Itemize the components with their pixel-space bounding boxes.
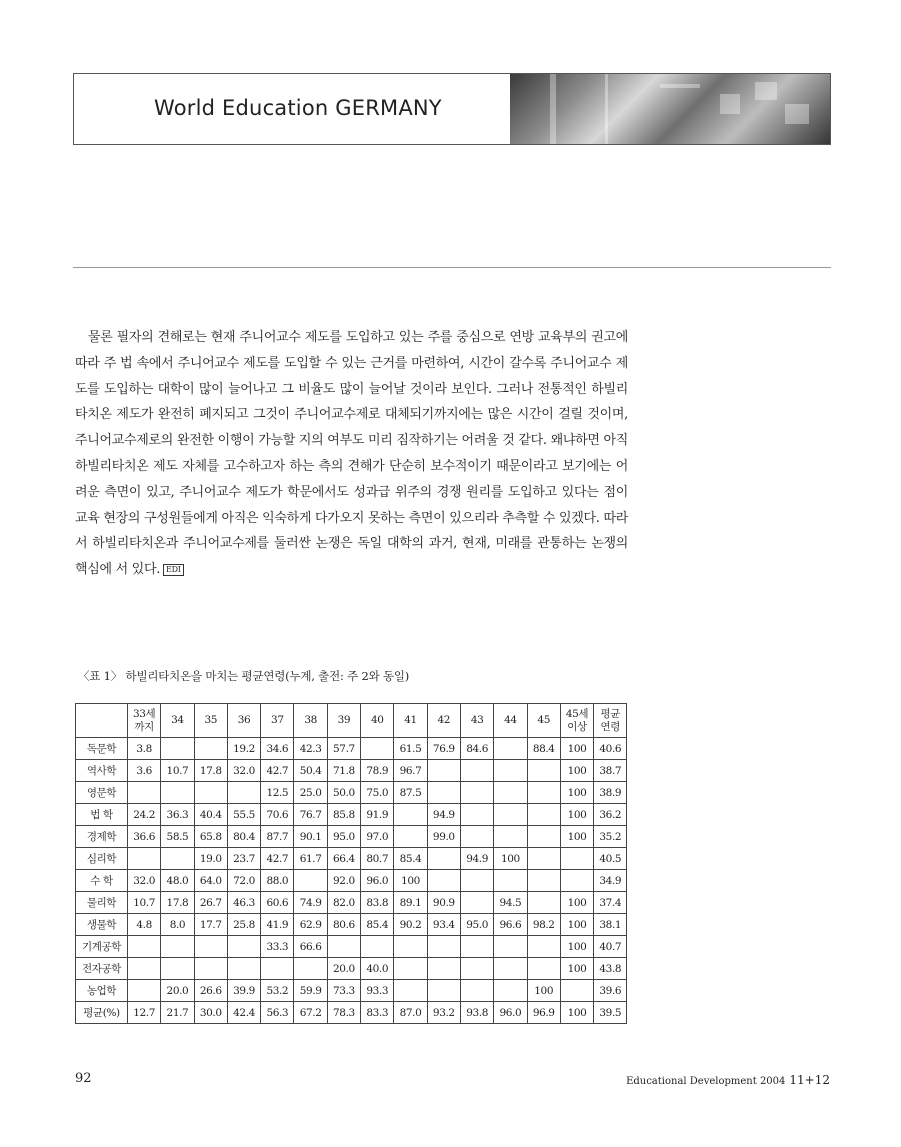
table-header-cell: 34 [161,704,194,738]
table-cell [394,826,427,848]
table-cell: 100 [527,980,560,1002]
table-header-cell: 42 [427,704,460,738]
table-cell: 96.0 [361,870,394,892]
table-cell: 36.3 [161,804,194,826]
table-cell: 4.8 [128,914,161,936]
table-row [76,826,627,848]
table-cell [527,892,560,914]
table-cell: 90.9 [427,892,460,914]
table-cell [460,804,493,826]
table-cell [394,936,427,958]
table-cell: 38.9 [594,782,627,804]
section-title: World Education GERMANY [154,96,442,120]
table-cell: 85.8 [327,804,360,826]
table-cell: 67.2 [294,1002,327,1024]
table-cell: 70.6 [261,804,294,826]
table-cell [494,760,527,782]
table-cell: 90.2 [394,914,427,936]
table-header-cell: 38 [294,704,327,738]
table-cell: 96.7 [394,760,427,782]
table-cell [227,958,260,980]
table-cell: 100 [560,892,593,914]
row-label-cell: 역사학 [76,760,128,782]
table-cell: 90.1 [294,826,327,848]
table-cell: 36.2 [594,804,627,826]
table-cell: 100 [560,936,593,958]
table-header-cell: 33세 까지 [128,704,161,738]
table-cell [394,804,427,826]
table-cell: 42.3 [294,738,327,760]
row-label-cell: 법 학 [76,804,128,826]
table-cell: 97.0 [361,826,394,848]
table-cell [161,958,194,980]
table-cell: 65.8 [194,826,227,848]
table-cell: 26.6 [194,980,227,1002]
table-cell: 35.2 [594,826,627,848]
table-header-cell: 39 [327,704,360,738]
table-cell [128,958,161,980]
table-cell [494,804,527,826]
table-cell: 94.5 [494,892,527,914]
table-cell: 100 [560,760,593,782]
table-cell: 89.1 [394,892,427,914]
table-cell: 93.3 [361,980,394,1002]
table-cell: 39.5 [594,1002,627,1024]
table-cell: 91.9 [361,804,394,826]
table-cell: 62.9 [294,914,327,936]
table-cell: 57.7 [327,738,360,760]
table-cell: 95.0 [460,914,493,936]
table-cell [161,936,194,958]
table-cell: 43.8 [594,958,627,980]
table-cell: 100 [560,782,593,804]
table-header-row [76,704,627,738]
table-cell: 48.0 [161,870,194,892]
table-cell: 75.0 [361,782,394,804]
table-cell: 100 [560,738,593,760]
table-cell [527,870,560,892]
table-cell [427,958,460,980]
table-cell [327,936,360,958]
table-cell: 3.8 [128,738,161,760]
table-cell: 71.8 [327,760,360,782]
table-cell: 76.9 [427,738,460,760]
table-cell: 25.0 [294,782,327,804]
journal-footer [626,1073,830,1087]
table-header-cell: 45세 이상 [560,704,593,738]
table-caption: 〈표 1〉 하빌리타치온을 마치는 평균연령(누계, 출전: 주 2와 동일) [78,669,410,683]
table-cell [460,826,493,848]
page-number: 92 [75,1071,92,1086]
table-cell: 36.6 [128,826,161,848]
table-cell: 95.0 [327,826,360,848]
table-cell [527,936,560,958]
table-cell: 85.4 [361,914,394,936]
table-cell [494,826,527,848]
table-cell: 100 [560,1002,593,1024]
table-cell [560,870,593,892]
table-cell [128,848,161,870]
table-cell: 60.6 [261,892,294,914]
table-cell: 42.7 [261,848,294,870]
table-cell: 100 [560,826,593,848]
table-cell: 20.0 [161,980,194,1002]
table-cell: 78.3 [327,1002,360,1024]
table-cell: 38.1 [594,914,627,936]
table-header-cell: 41 [394,704,427,738]
row-label-cell: 평균(%) [76,1002,128,1024]
table-cell: 88.4 [527,738,560,760]
table-cell: 25.8 [227,914,260,936]
table-cell [560,848,593,870]
table-cell: 66.6 [294,936,327,958]
table-cell [427,980,460,1002]
table-cell [161,782,194,804]
table-cell: 42.7 [261,760,294,782]
table-cell: 19.2 [227,738,260,760]
table-cell [460,936,493,958]
table-cell: 99.0 [427,826,460,848]
table-cell: 55.5 [227,804,260,826]
table-cell: 100 [394,870,427,892]
table-cell: 23.7 [227,848,260,870]
issue-number: 11+12 [789,1073,830,1087]
table-cell: 40.4 [194,804,227,826]
table-row [76,980,627,1002]
table-cell [527,760,560,782]
table-cell: 74.9 [294,892,327,914]
table-cell: 17.8 [194,760,227,782]
table-cell [194,936,227,958]
table-cell [427,760,460,782]
table-cell: 87.5 [394,782,427,804]
table-cell [227,782,260,804]
table-cell [427,848,460,870]
table-cell: 85.4 [394,848,427,870]
table-cell: 39.6 [594,980,627,1002]
table-cell [460,892,493,914]
table-cell [394,958,427,980]
table-cell: 34.6 [261,738,294,760]
row-label-cell: 독문학 [76,738,128,760]
row-label-cell: 심리학 [76,848,128,870]
header-decorative-image [510,74,831,145]
table-cell: 32.0 [128,870,161,892]
table-cell [161,848,194,870]
row-label-cell: 생물학 [76,914,128,936]
table-cell [161,738,194,760]
table-cell [194,738,227,760]
table-cell: 61.5 [394,738,427,760]
table-cell: 30.0 [194,1002,227,1024]
table-cell: 93.4 [427,914,460,936]
row-label-cell: 경제학 [76,826,128,848]
table-cell: 94.9 [427,804,460,826]
table-cell [294,958,327,980]
table-cell [527,826,560,848]
table-cell [460,980,493,1002]
table-cell: 100 [560,958,593,980]
table-header-cell: 37 [261,704,294,738]
table-cell: 19.0 [194,848,227,870]
table-cell: 87.0 [394,1002,427,1024]
table-row [76,936,627,958]
table-cell [427,870,460,892]
table-cell [527,958,560,980]
table-cell: 96.9 [527,1002,560,1024]
row-label-cell: 기계공학 [76,936,128,958]
table-row [76,738,627,760]
table-cell: 76.7 [294,804,327,826]
table-cell: 61.7 [294,848,327,870]
table-cell: 83.3 [361,1002,394,1024]
table-cell: 83.8 [361,892,394,914]
table-cell: 10.7 [128,892,161,914]
table-cell: 12.5 [261,782,294,804]
table-cell: 40.0 [361,958,394,980]
table-cell: 100 [560,804,593,826]
table-cell [494,782,527,804]
table-cell [261,958,294,980]
table-cell: 80.7 [361,848,394,870]
table-cell: 50.4 [294,760,327,782]
table-cell: 40.6 [594,738,627,760]
table-cell [427,936,460,958]
table-cell: 38.7 [594,760,627,782]
table-cell [361,738,394,760]
table-cell: 56.3 [261,1002,294,1024]
table-cell [560,980,593,1002]
table-cell: 84.6 [460,738,493,760]
table-row [76,870,627,892]
table-cell [394,980,427,1002]
row-label-cell: 영문학 [76,782,128,804]
table-cell [494,980,527,1002]
table-cell: 20.0 [327,958,360,980]
table-cell: 40.7 [594,936,627,958]
table-cell: 40.5 [594,848,627,870]
table-cell: 33.3 [261,936,294,958]
table-cell [460,958,493,980]
table-row [76,892,627,914]
table-cell [194,958,227,980]
table-cell: 39.9 [227,980,260,1002]
table-cell: 26.7 [194,892,227,914]
table-cell [128,782,161,804]
table-cell: 80.6 [327,914,360,936]
table-cell: 8.0 [161,914,194,936]
editor-note-mark: EDI [163,564,184,576]
table-cell: 17.8 [161,892,194,914]
table-cell [294,870,327,892]
table-cell [494,958,527,980]
table-cell: 88.0 [261,870,294,892]
table-cell: 66.4 [327,848,360,870]
table-cell: 64.0 [194,870,227,892]
table-header-cell: 35 [194,704,227,738]
table-cell: 98.2 [527,914,560,936]
table-cell: 41.9 [261,914,294,936]
table-cell [527,848,560,870]
table-row [76,804,627,826]
row-label-cell: 수 학 [76,870,128,892]
table-cell: 78.9 [361,760,394,782]
horizontal-rule [73,267,831,268]
table-header-cell: 45 [527,704,560,738]
table-cell: 93.8 [460,1002,493,1024]
table-cell [494,738,527,760]
table-cell: 3.6 [128,760,161,782]
table-cell: 87.7 [261,826,294,848]
table-cell: 24.2 [128,804,161,826]
table-cell: 73.3 [327,980,360,1002]
table-header-cell [76,704,128,738]
table-cell [527,782,560,804]
row-label-cell: 전자공학 [76,958,128,980]
age-table [75,703,627,1024]
table-cell: 93.2 [427,1002,460,1024]
table-cell: 92.0 [327,870,360,892]
table-cell: 96.6 [494,914,527,936]
table-cell [460,870,493,892]
paragraph-text: 물론 필자의 견해로는 현재 주니어교수 제도를 도입하고 있는 주를 중심으로 연방 교육부의 권고에 따라 주 법 속에서 주니어교수 제도를 도입할 수 있는 근거를 마련하여, 시간이 갈수록 주니어교수 제도를 도입하는 대학이 많이 늘어나고 그 비율도 많이 늘어날 것이라 보인다. 그러나 전통적인 하빌리타치온 제도가 완전히 폐지되고 그것이 주니어교수제로 대체되기까지에는 많은 시간이 걸릴 것이며, 주니어교수제로의 완전한 이행이 가능할 지의 여부도 미리 짐작하기는 어려울 것 같다. 왜냐하면 아직 하빌리타치온 제도 자체를 고수하고자 하는 측의 견해가 단순히 보수적이기 때문이라고 보기에는 어려운 측면이 있고, 주니어교수 제도가 학문에서도 성과급 위주의 경쟁 원리를 도입하고 있다는 점이 교육 현장의 구성원들에게 아직은 익숙하게 다가오지 못하는 측면이 있으리라 추측할 수 있겠다. 따라서 하빌리타치온과 주니어교수제를 둘러싼 논쟁은 독일 대학의 과거, 현재, 미래를 관통하는 논쟁의 핵심에 서 있다. [75,330,628,578]
table-row [76,958,627,980]
journal-name: Educational Development 2004 [626,1076,786,1087]
table-cell: 100 [494,848,527,870]
table-cell [361,936,394,958]
table-header-cell: 43 [460,704,493,738]
table-cell: 94.9 [460,848,493,870]
row-label-cell: 농업학 [76,980,128,1002]
table-cell [128,980,161,1002]
table-cell: 32.0 [227,760,260,782]
table-cell [460,760,493,782]
table-cell [227,936,260,958]
row-label-cell: 물리학 [76,892,128,914]
table-cell: 12.7 [128,1002,161,1024]
table-cell [527,804,560,826]
table-cell: 59.9 [294,980,327,1002]
table-cell: 82.0 [327,892,360,914]
table-cell: 34.9 [594,870,627,892]
table-cell: 37.4 [594,892,627,914]
table-row [76,1002,627,1024]
table-cell: 58.5 [161,826,194,848]
table-cell: 10.7 [161,760,194,782]
table-cell: 21.7 [161,1002,194,1024]
table-cell [427,782,460,804]
table-cell [194,782,227,804]
table-cell: 50.0 [327,782,360,804]
table-row [76,760,627,782]
table-cell: 80.4 [227,826,260,848]
table-cell [494,936,527,958]
table-cell: 72.0 [227,870,260,892]
table-cell: 46.3 [227,892,260,914]
table-header-cell: 평균 연령 [594,704,627,738]
table-cell [128,936,161,958]
table-cell [494,870,527,892]
table-row [76,848,627,870]
table-row [76,914,627,936]
table-header-cell: 36 [227,704,260,738]
section-header [73,73,831,145]
table-cell [460,782,493,804]
table-cell: 53.2 [261,980,294,1002]
table-cell: 100 [560,914,593,936]
article-paragraph [75,325,628,583]
table-header-cell: 40 [361,704,394,738]
table-cell: 17.7 [194,914,227,936]
table-body [76,738,627,1024]
table-cell: 42.4 [227,1002,260,1024]
table-cell: 96.0 [494,1002,527,1024]
table-header-cell: 44 [494,704,527,738]
table-row [76,782,627,804]
